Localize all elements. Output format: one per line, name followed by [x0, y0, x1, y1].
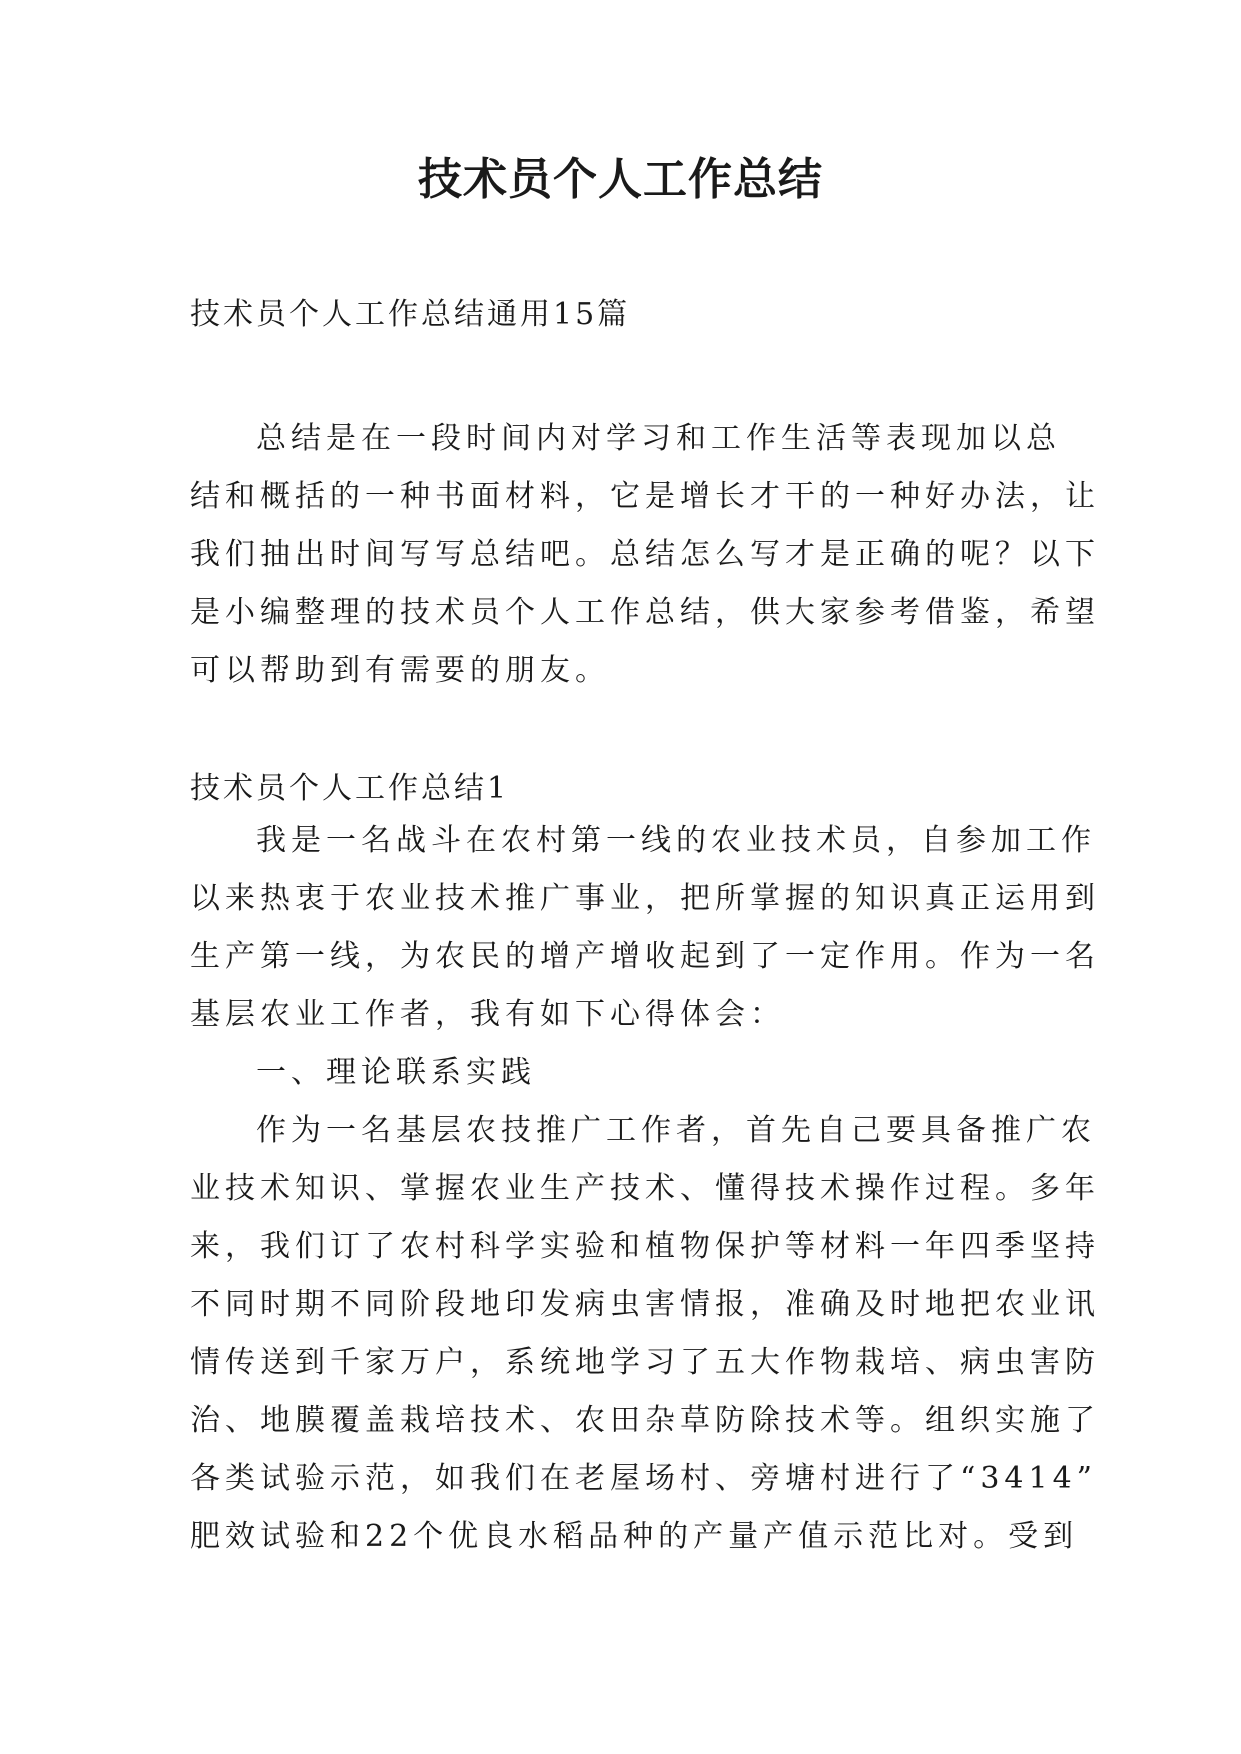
- body-line: 治、地膜覆盖栽培技术、农田杂草防除技术等。组织实施了: [190, 1403, 1100, 1438]
- intro-line: 结和概括的一种书面材料，它是增长才干的一种好办法，让: [190, 479, 1100, 514]
- body-line: 来，我们订了农村科学实验和植物保护等材料一年四季坚持: [190, 1229, 1100, 1264]
- intro-line: 是小编整理的技术员个人工作总结，供大家参考借鉴，希望: [190, 595, 1100, 630]
- intro-paragraph: [190, 410, 1100, 700]
- subheading: 一、理论联系实践: [256, 1055, 536, 1090]
- body-line: 业技术知识、掌握农业生产技术、懂得技术操作过程。多年: [190, 1171, 1100, 1206]
- section-body: [190, 812, 1100, 1566]
- body-line: 各类试验示范，如我们在老屋场村、旁塘村进行了“3414”: [190, 1461, 1098, 1496]
- section-title: 技术员个人工作总结1: [190, 771, 510, 806]
- document-title: 技术员个人工作总结: [418, 154, 823, 205]
- intro-line: 可以帮助到有需要的朋友。: [190, 653, 610, 688]
- body-line: 情传送到千家万户，系统地学习了五大作物栽培、病虫害防: [190, 1345, 1100, 1380]
- body-line: 生产第一线，为农民的增产增收起到了一定作用。作为一名: [190, 939, 1100, 974]
- body-line: 作为一名基层农技推广工作者，首先自己要具备推广农: [256, 1113, 1096, 1148]
- body-line: 以来热衷于农业技术推广事业，把所掌握的知识真正运用到: [190, 881, 1100, 916]
- intro-line: 我们抽出时间写写总结吧。总结怎么写才是正确的呢？以下: [190, 537, 1100, 572]
- body-line: 不同时期不同阶段地印发病虫害情报，准确及时地把农业讯: [190, 1287, 1100, 1322]
- document-subtitle: 技术员个人工作总结通用15篇: [190, 297, 631, 332]
- intro-line: 总结是在一段时间内对学习和工作生活等表现加以总: [256, 421, 1061, 456]
- body-line: 基层农业工作者，我有如下心得体会：: [190, 997, 785, 1032]
- body-line: 我是一名战斗在农村第一线的农业技术员，自参加工作: [256, 823, 1096, 858]
- body-line: 肥效试验和22个优良水稻品种的产量产值示范比对。受到: [190, 1519, 1079, 1554]
